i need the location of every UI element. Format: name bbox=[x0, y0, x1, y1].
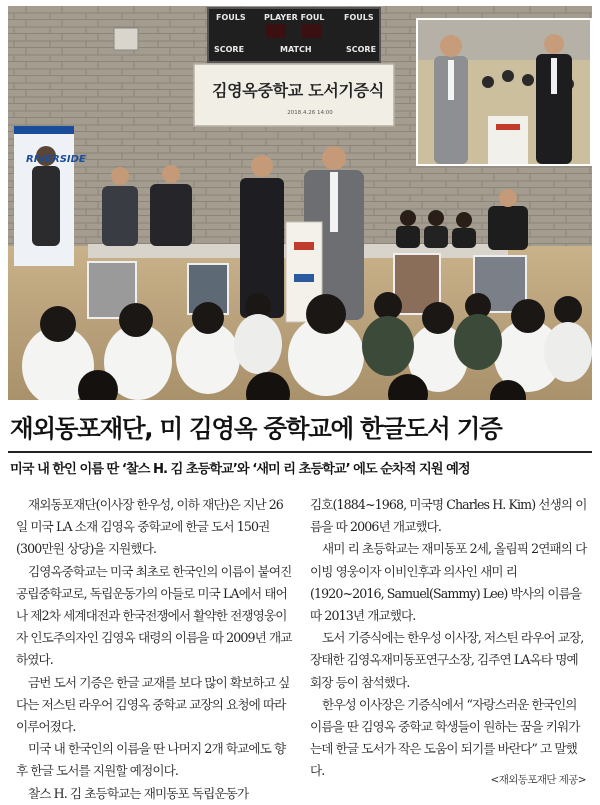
paragraph: 금번 도서 기증은 한글 교재를 보다 많이 확보하고 싶다는 저스틴 라우어 김영옥 중학교 교장의 요청에 따라 이루어졌다. bbox=[16, 674, 290, 735]
inset-photo bbox=[416, 18, 592, 166]
scoreboard-score-right: SCORE bbox=[346, 45, 377, 54]
banner-subtitle: 2018.4.26 14:00 bbox=[287, 110, 333, 116]
paragraph: 새미 리 초등학교는 재미동포 2세, 올림픽 2연패의 다이빙 영웅이자 이비인후과 의사인 새미 리(1920~2016, Samuel(Sammy) Lee) 박사의 이름을 따 2013년 개교했다. bbox=[310, 541, 587, 624]
paragraph: 김영옥중학교는 미국 최초로 한국인의 이름이 붙여진 공립중학교로, 독립운동가의 아들로 미국 LA에서 태어나 제2차 세계대전과 한국전쟁에서 활약한 전쟁영웅이자 인도주의자인 김영옥 대령의 이름을 따 2009년 개교하였다. bbox=[16, 563, 292, 668]
scoreboard-player-foul: PLAYER FOUL bbox=[264, 13, 325, 22]
banner-title: 김영옥중학교 도서기증식 bbox=[212, 81, 384, 100]
article-headline: 재외동포재단, 미 김영옥 중학교에 한글도서 기증 bbox=[10, 414, 502, 443]
paragraph: 재외동포재단(이사장 한우성, 이하 재단)은 지난 26일 미국 LA 소재 김영옥 중학교에 한글 도서 150권(300만원 상당)을 지원했다. bbox=[16, 497, 283, 557]
paragraph: 한우성 이사장은 기증식에서 “자랑스러운 한국인의 이름을 딴 김영옥 중학교 학생들이 원하는 꿈을 키워가는데 한글 도서가 작은 도움이 되기를 바란다” 고 말했다. bbox=[310, 696, 580, 779]
inset-scene bbox=[418, 20, 590, 164]
scoreboard-fouls-left: FOULS bbox=[216, 13, 246, 22]
paragraph: 찰스 H. 김 초등학교는 재미동포 독립운동가 bbox=[28, 785, 249, 801]
photo-credit: <재외동포재단 제공> bbox=[490, 774, 586, 786]
paragraph: 미국 내 한국인의 이름을 딴 나머지 2개 학교에도 향후 한글 도서를 지원할 예정이다. bbox=[16, 741, 286, 779]
article-right-column bbox=[310, 494, 588, 783]
scoreboard-match: MATCH bbox=[280, 45, 312, 54]
headline-divider bbox=[8, 451, 592, 453]
article-left-column bbox=[16, 494, 294, 805]
paragraph: 도서 기증식에는 한우성 이사장, 저스틴 라우어 교장, 장태한 김영옥재미동포연구소장, 김주연 LA옥타 명예회장 등이 참석했다. bbox=[310, 630, 584, 690]
article-photo bbox=[8, 6, 592, 400]
scoreboard-score-left: SCORE bbox=[214, 45, 245, 54]
article-subheadline: 미국 내 한인 이름 딴 ‘찰스 H. 김 초등학교’와 ‘새미 리 초등학교’ 에도 순차적 지원 예정 bbox=[10, 462, 470, 477]
scoreboard-fouls-right: FOULS bbox=[344, 13, 374, 22]
riverside-sign: RIVERSIDE bbox=[26, 154, 86, 165]
paragraph: 김호(1884~1968, 미국명 Charles H. Kim) 선생의 이름을 따 2006년 개교했다. bbox=[310, 497, 587, 535]
